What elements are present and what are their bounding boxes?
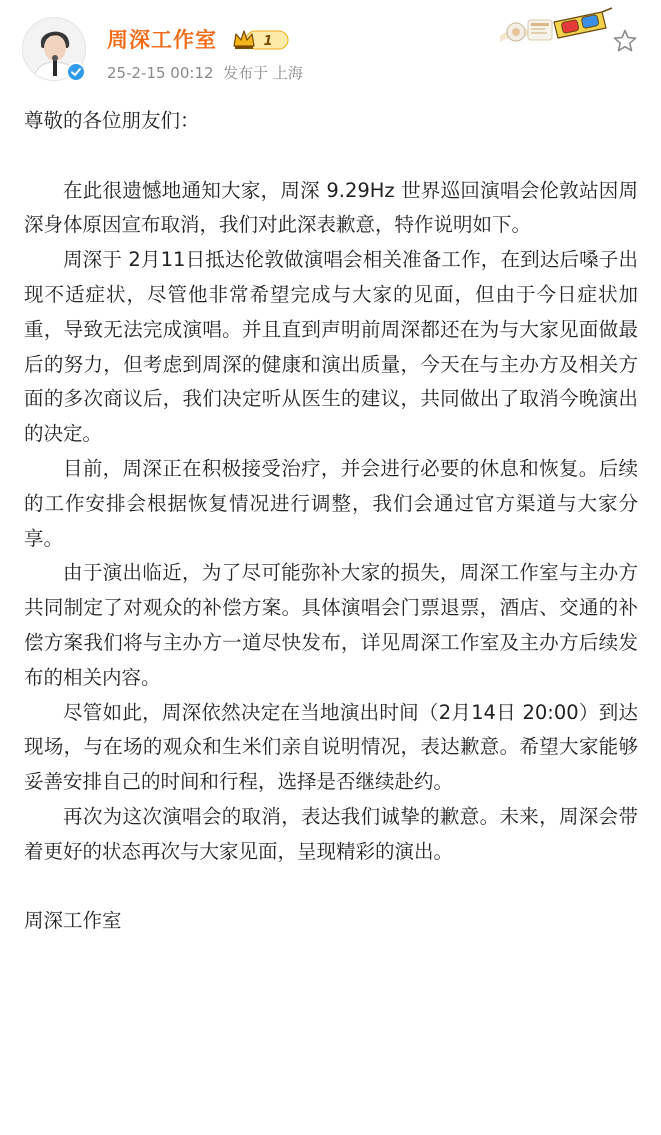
author-name[interactable]: 周深工作室 (107, 28, 217, 52)
post-meta: 25-2-15 00:12 发布于 上海 (107, 64, 303, 82)
post-body (24, 104, 638, 939)
vip-badge[interactable] (232, 28, 290, 52)
post-paragraph: 目前，周深正在积极接受治疗，并会进行必要的休息和恢复。后续的工作安排会根据恢复情况进行调整，我们会通过官方渠道与大家分享。 (24, 456, 638, 550)
star-icon[interactable] (612, 28, 638, 54)
post-paragraph: 再次为这次演唱会的取消，表达我们诚挚的歉意。未来，周深会带着更好的状态再次与大家见面，呈现精彩的演出。 (24, 804, 638, 863)
post-paragraph: 尽管如此，周深依然决定在当地演出时间（2月14日 20:00）到达现场，与在场的观众和生米们亲自说明情况，表达歉意。希望大家能够妥善安排自己的时间和行程，选择是否继续赴约。 (24, 700, 638, 794)
post-paragraph: 周深于 2月11日抵达伦敦做演唱会相关准备工作，在到达后嗓子出现不适症状，尽管他非常希望完成与大家的见面，但由于今日症状加重，导致无法完成演唱。并且直到声明前周深都还在为与大家见面做最后的努力，但考虑到周深的健康和演出质量，今天在与主办方及相关方面的多次商议后，我们决定听从医生的建议，共同做出了取消今晚演出的决定。 (24, 248, 638, 446)
post-greeting: 尊敬的各位朋友们： (24, 109, 200, 132)
crown-vip-badge-icon (232, 28, 290, 52)
post-paragraph: 在此很遗憾地通知大家，周深 9.29Hz 世界巡回演唱会伦敦站因周深身体原因宣布取消，我们对此深表歉意，特作说明如下。 (24, 178, 638, 237)
post-signature: 周深工作室 (24, 909, 122, 933)
post-header (0, 0, 661, 100)
vip-level: 1 (263, 34, 273, 49)
verified-badge-icon (66, 62, 86, 82)
3d-glasses-decoration (498, 6, 616, 50)
post-paragraph: 由于演出临近，为了尽可能弥补大家的损失，周深工作室与主办方共同制定了对观众的补偿方案。具体演唱会门票退票，酒店、交通的补偿方案我们将与主办方一道尽快发布，详见周深工作室及主办方后续发布的相关内容。 (24, 561, 638, 689)
